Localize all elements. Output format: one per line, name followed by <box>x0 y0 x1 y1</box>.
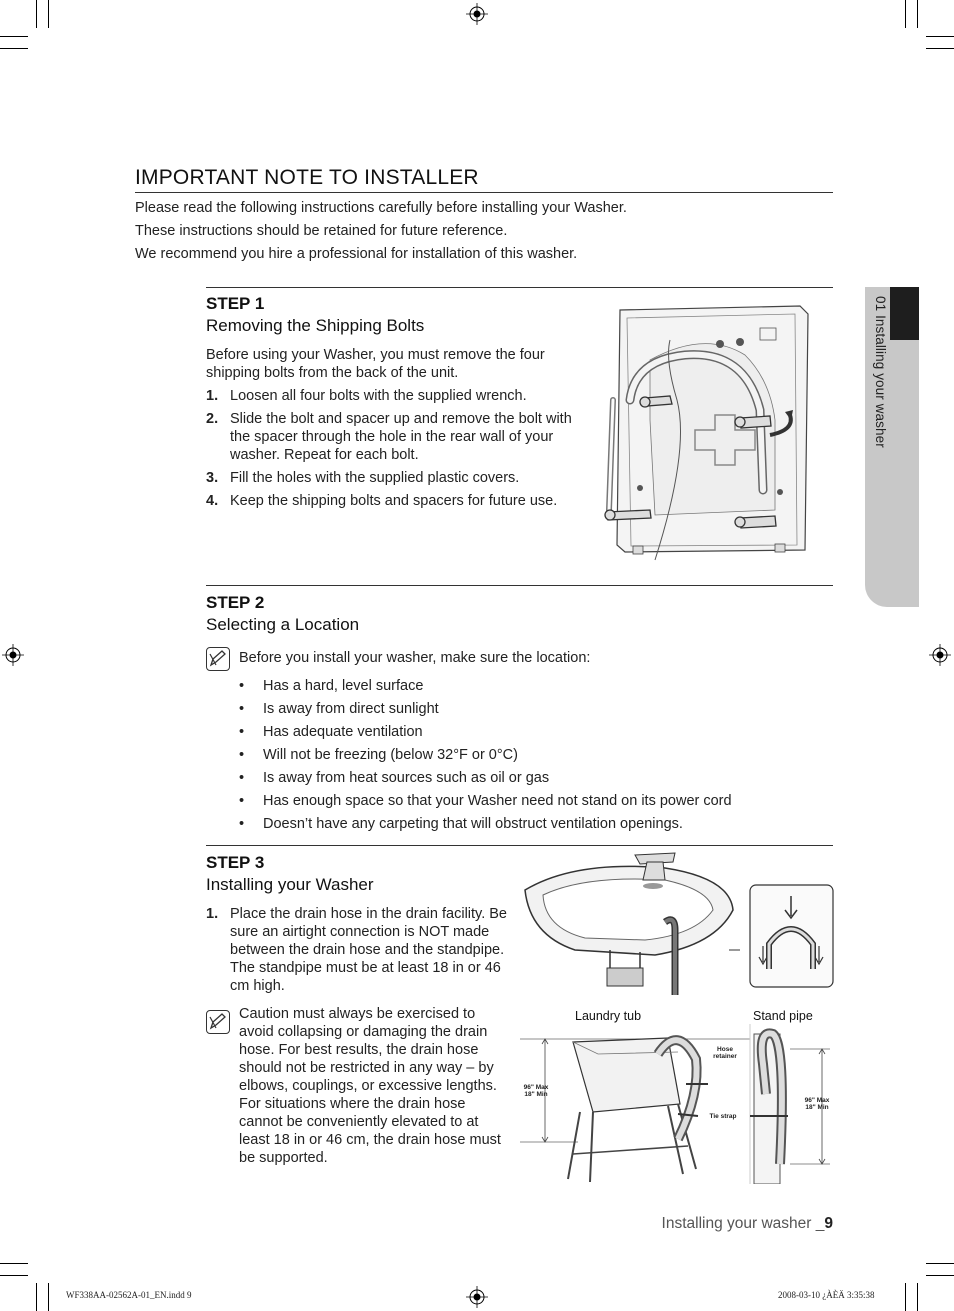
crop-mark <box>905 0 906 28</box>
crop-mark <box>0 48 28 49</box>
crop-mark <box>926 1275 954 1276</box>
intro-line: Please read the following instructions carefully before installing your Washer. <box>135 200 627 216</box>
tub-height-label: 96" Max 18" Min <box>523 1084 549 1098</box>
standpipe-height-label: 96" Max 18" Min <box>804 1097 830 1111</box>
list-number: 1. <box>206 906 219 922</box>
print-slug-right: 2008-03-10 ¿ÀÈÄ 3:35:38 <box>778 1290 875 1300</box>
step2-note-text: Before you install your washer, make sure the location: <box>239 650 591 666</box>
step2-heading: STEP 2 <box>206 593 265 612</box>
crop-mark <box>926 36 954 37</box>
crop-mark <box>36 1283 37 1311</box>
print-slug-left: WF338AA-02562A-01_EN.indd 9 <box>66 1290 192 1300</box>
tie-strap-label: Tie strap <box>709 1113 737 1120</box>
list-text: Will not be freezing (below 32°F or 0°C) <box>263 747 518 763</box>
crop-mark <box>48 1283 49 1311</box>
list-number: 3. <box>206 470 219 486</box>
list-text: Is away from direct sunlight <box>263 701 439 717</box>
intro-text <box>135 197 835 266</box>
list-number: 1. <box>206 388 219 404</box>
caution-text: Caution must always be exercised to avoid collapsing or damaging the drain hose. For best results, the drain hose should not be restricted in any way – by elbows, couplings, or excessive lengths. For situations where the drain hose cannot be conveniently elevated to at least 18 in or 46 cm, the drain hose must be supported. <box>239 1006 501 1166</box>
list-item: • Will not be freezing (below 32°F or 0°C) <box>239 747 518 763</box>
crop-mark <box>926 1263 954 1264</box>
crop-mark <box>48 0 49 28</box>
step2-subheading: Selecting a Location <box>206 615 360 634</box>
list-text: Fill the holes with the supplied plastic covers. <box>230 470 520 486</box>
list-text: Has adequate ventilation <box>263 724 423 740</box>
step1-divider <box>206 287 833 288</box>
list-item <box>206 387 586 405</box>
list-item <box>206 469 586 487</box>
step2-divider <box>206 585 833 586</box>
crop-mark <box>917 0 918 28</box>
registration-mark-icon <box>929 644 951 666</box>
section-tab-label: 01 Installing your washer <box>873 296 888 448</box>
page-footer <box>662 1215 833 1233</box>
crop-mark <box>36 0 37 28</box>
stand-pipe-label: Stand pipe <box>753 1009 813 1023</box>
page-number: 9 <box>824 1215 833 1232</box>
list-item <box>206 410 586 464</box>
page-title: IMPORTANT NOTE TO INSTALLER <box>135 166 479 189</box>
list-text: Has enough space so that your Washer need not stand on its power cord <box>263 793 732 809</box>
location-requirements-list <box>239 677 799 838</box>
registration-mark-icon <box>466 3 488 25</box>
list-text: Is away from heat sources such as oil or gas <box>263 770 550 786</box>
list-item: • Is away from heat sources such as oil or gas <box>239 770 550 786</box>
crop-mark <box>0 36 28 37</box>
crop-mark <box>926 48 954 49</box>
list-text: Keep the shipping bolts and spacers for future use. <box>230 493 558 509</box>
list-number: 4. <box>206 493 219 509</box>
step1-body: Before using your Washer, you must remove the four shipping bolts from the back of the unit. <box>206 347 545 381</box>
laundry-tub-stand-pipe-illustration <box>518 1024 834 1184</box>
step1-heading: STEP 1 <box>206 294 265 313</box>
crop-mark <box>905 1283 906 1311</box>
title-divider <box>135 192 833 193</box>
intro-line: We recommend you hire a professional for installation of this washer. <box>135 246 578 262</box>
laundry-tub-label: Laundry tub <box>575 1009 642 1023</box>
list-item: • Has enough space so that your Washer need not stand on its power cord <box>239 793 732 809</box>
registration-mark-icon <box>466 1286 488 1308</box>
list-item: • Doesn’t have any carpeting that will obstruct ventilation openings. <box>239 816 683 832</box>
list-text: Has a hard, level surface <box>263 678 424 694</box>
intro-line: These instructions should be retained for future reference. <box>135 223 508 239</box>
list-text: Slide the bolt and spacer up and remove the bolt with the spacer through the hole in the rear wall of your washer. Repeat for each bolt. <box>230 411 572 463</box>
list-number: 2. <box>206 411 219 427</box>
section-tab-marker <box>890 287 919 340</box>
sink-illustration <box>515 850 740 995</box>
footer-section: Installing your washer _ <box>661 1215 825 1232</box>
crop-mark <box>917 1283 918 1311</box>
step3-subheading: Installing your Washer <box>206 875 374 894</box>
list-item: • Has adequate ventilation <box>239 724 423 740</box>
step1-list <box>206 387 586 515</box>
caution-icon <box>206 1010 230 1034</box>
list-text: Place the drain hose in the drain facility. Be sure an airtight connection is NOT made between the drain hose and the standpipe. The standpipe must be at least 18 in or 46 cm high. <box>230 906 508 994</box>
hose-retainer-label: Hose retainer <box>713 1046 737 1060</box>
list-item: • Is away from direct sunlight <box>239 701 439 717</box>
list-item: • Has a hard, level surface <box>239 678 424 694</box>
list-item <box>206 492 586 510</box>
list-text: Doesn’t have any carpeting that will obstruct ventilation openings. <box>263 816 683 832</box>
step1-subheading: Removing the Shipping Bolts <box>206 316 425 335</box>
step3-divider <box>206 845 833 846</box>
step3-list <box>206 905 514 1000</box>
step3-heading: STEP 3 <box>206 853 265 872</box>
crop-mark <box>0 1263 28 1264</box>
list-text: Loosen all four bolts with the supplied wrench. <box>230 388 527 404</box>
registration-mark-icon <box>2 644 24 666</box>
list-item <box>206 905 514 995</box>
crop-mark <box>0 1275 28 1276</box>
hose-guide-closeup <box>749 884 834 988</box>
washer-rear-illustration <box>595 300 815 580</box>
note-icon <box>206 647 230 671</box>
